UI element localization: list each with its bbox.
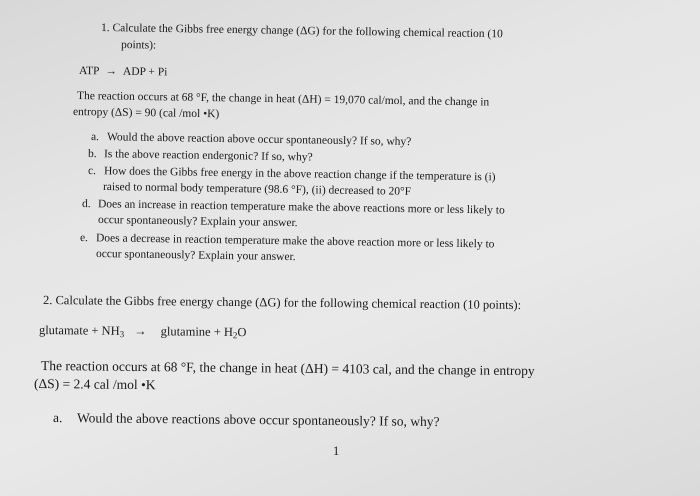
q1-part-c-text: How does the Gibbs free energy in the above reaction change if the temperature is (i): [103, 165, 496, 184]
q2-part-a: [53, 410, 440, 430]
q2-reactants: glutamate + NH: [38, 323, 120, 338]
q1-number: 1.: [100, 22, 110, 35]
q1-part-b-text: Is the above reaction endergonic? If so, why?: [103, 148, 313, 164]
reaction-arrow-icon: →: [105, 65, 118, 78]
q1-part-e-line2: occur spontaneously? Explain your answer.: [95, 248, 296, 264]
q2-conditions-line2: (ΔS) = 2.4 cal /mol •K: [33, 376, 156, 393]
q1-part-e-marker: e.: [79, 232, 89, 245]
q1-title-line1: [101, 22, 503, 40]
reaction-arrow-icon: →: [134, 323, 147, 339]
q1-reaction-equation: [79, 65, 168, 78]
q2-title-text: Calculate the Gibbs free energy change (ΔG) for the following chemical reaction (10 points):: [55, 293, 522, 313]
q1-part-c: [88, 165, 496, 183]
q1-conditions-line2: entropy (ΔS) = 90 (cal /mol •K): [72, 106, 220, 121]
q1-title-line2: points):: [120, 39, 157, 52]
q2-part-a-marker: a.: [52, 410, 63, 426]
q1-part-c-marker: c.: [87, 165, 97, 178]
q1-conditions-line1: The reaction occurs at 68 °F, the change in heat (ΔH) = 19,070 cal/mol, and the change in: [76, 90, 490, 109]
q2-number: 2.: [42, 293, 53, 308]
page-number: 1: [333, 444, 340, 458]
q1-part-b: [88, 148, 313, 164]
q2-reactant-subscript: 3: [119, 329, 125, 340]
q1-part-d-marker: d.: [81, 198, 91, 211]
q1-part-c-line2: raised to normal body temperature (98.6 °F), (ii) decreased to 20°F: [102, 181, 412, 198]
q1-part-d-line2: occur spontaneously? Explain your answer.: [97, 214, 298, 230]
q1-part-a: [91, 131, 412, 148]
q1-title-text: Calculate the Gibbs free energy change (ΔG) for the following chemical reaction (10: [112, 22, 503, 41]
q2-conditions-line1: The reaction occurs at 68 °F, the change in heat (ΔH) = 4103 cal, and the change in entropy: [40, 358, 535, 379]
q2-product-subscript: 2: [232, 330, 238, 341]
q1-part-e-text: Does a decrease in reaction temperature make the above reaction more or less likely to: [95, 232, 495, 251]
q2-reaction-equation: [39, 323, 247, 340]
q1-part-a-marker: a.: [90, 131, 100, 144]
q1-products: ADP + Pi: [122, 65, 168, 79]
q1-part-d-text: Does an increase in reaction temperature make the above reactions more or less likely to: [97, 198, 505, 217]
q2-title: [43, 293, 521, 313]
q1-reactants: ATP: [78, 65, 100, 78]
q1-part-e: [80, 232, 495, 251]
q2-products: glutamine + H: [160, 324, 234, 340]
q1-part-b-marker: b.: [87, 148, 97, 161]
q1-part-a-text: Would the above reaction above occur spontaneously? If so, why?: [106, 131, 412, 149]
q2-part-a-text: Would the above reactions above occur spontaneously? If so, why?: [76, 410, 440, 430]
q2-product-tail: O: [237, 325, 247, 340]
